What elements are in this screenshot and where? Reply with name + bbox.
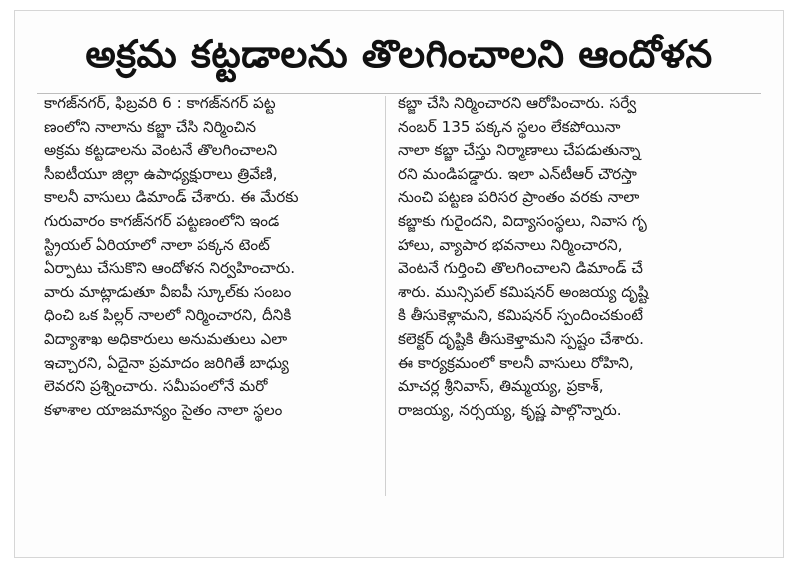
- column-divider: [385, 96, 386, 496]
- article-line: శారు. మున్సిపల్ కమిషనర్ అంజయ్య దృష్టి: [398, 282, 649, 301]
- article-line: కాలనీ వాసులు డిమాండ్ చేశారు. ఈ మేరకు: [44, 188, 299, 207]
- article-line: లెవరని ప్రశ్నించారు. సమీపంలోనే మరో: [44, 377, 268, 396]
- article-line: విద్యాశాఖ అధికారులు అనుమతులు ఎలా: [44, 329, 288, 348]
- article-line: నుంచి పట్టణ పరిసర ప్రాంతం వరకు నాలా: [398, 188, 640, 207]
- headline: అక్రమ కట్టడాలను తొలగించాలని ఆందోళన: [85, 32, 713, 76]
- article-line: రని మండిపడ్డారు. ఇలా ఎన్‌టీఆర్ చౌరస్తా: [398, 164, 637, 183]
- article-left-column: [44, 92, 379, 422]
- article-line: కాగజ్‌నగర్, ఫిబ్రవరి 6 : కాగజ్‌నగర్ పట్ట: [44, 94, 276, 112]
- article-line: కి తీసుకెళ్లామని, కమిషనర్ స్పందించకుంటే: [398, 306, 643, 325]
- article-line: వెంటనే గుర్తించి తొలగించాలని డిమాండ్ చే: [398, 259, 643, 278]
- article-line: ణంలోని నాలాను కబ్జా చేసి నిర్మించిన: [44, 117, 257, 136]
- article-right-column: [398, 92, 738, 422]
- article-line: వారు మాట్లాడుతూ వీఐపీ స్కూల్‌కు సంబం: [44, 282, 292, 301]
- article-line: మాచర్ల శ్రీనివాస్, తిమ్మయ్య, ప్రకాశ్,: [398, 377, 604, 396]
- article-line: అక్రమ కట్టడాలను వెంటనే తొలగించాలని: [44, 141, 278, 160]
- article-line: కలెక్టర్ దృష్టికి తీసుకెళ్తామని స్పష్టం చేశారు.: [398, 329, 644, 348]
- article-line: కబ్జా చేసి నిర్మించారని ఆరోపించారు. సర్వే: [398, 94, 637, 112]
- article-line: సీఐటీయూ జిల్లా ఉపాధ్యక్షురాలు త్రివేణి,: [44, 164, 278, 183]
- article-line: కబ్జాకు గురైందని, విద్యాసంస్థలు, నివాస గృ: [398, 211, 647, 230]
- article-line: రాజయ్య, నర్సయ్య, కృష్ణ పాల్గొన్నారు.: [398, 400, 622, 419]
- article-line: స్ట్రియల్ ఏరియాలో నాలా పక్కన టెంట్: [44, 235, 270, 254]
- article-line: ఏర్పాటు చేసుకొని ఆందోళన నిర్వహించారు.: [44, 259, 296, 278]
- article-line: నంబర్ 135 పక్కన స్థలం లేకపోయినా: [398, 117, 621, 136]
- article-line: గురువారం కాగజ్‌నగర్ పట్టణంలోని ఇండ: [44, 211, 280, 230]
- article-line: కళాశాల యాజమాన్యం సైతం నాలా స్థలం: [44, 400, 283, 419]
- article-line: ధించి ఒక పిల్లర్ నాలలో నిర్మించారని, దీనికి: [44, 306, 292, 325]
- article-line: ఇచ్చారని, ఏదైనా ప్రమాదం జరిగితే బాధ్యు: [44, 353, 289, 372]
- article-line: హాలు, వ్యాపార భవనాలు నిర్మించారని,: [398, 235, 623, 254]
- article-line: ఈ కార్యక్రమంలో కాలనీ వాసులు రోహిని,: [398, 353, 634, 372]
- article-line: నాలా కబ్జా చేస్తు నిర్మాణాలు చేపడుతున్నా: [398, 141, 641, 160]
